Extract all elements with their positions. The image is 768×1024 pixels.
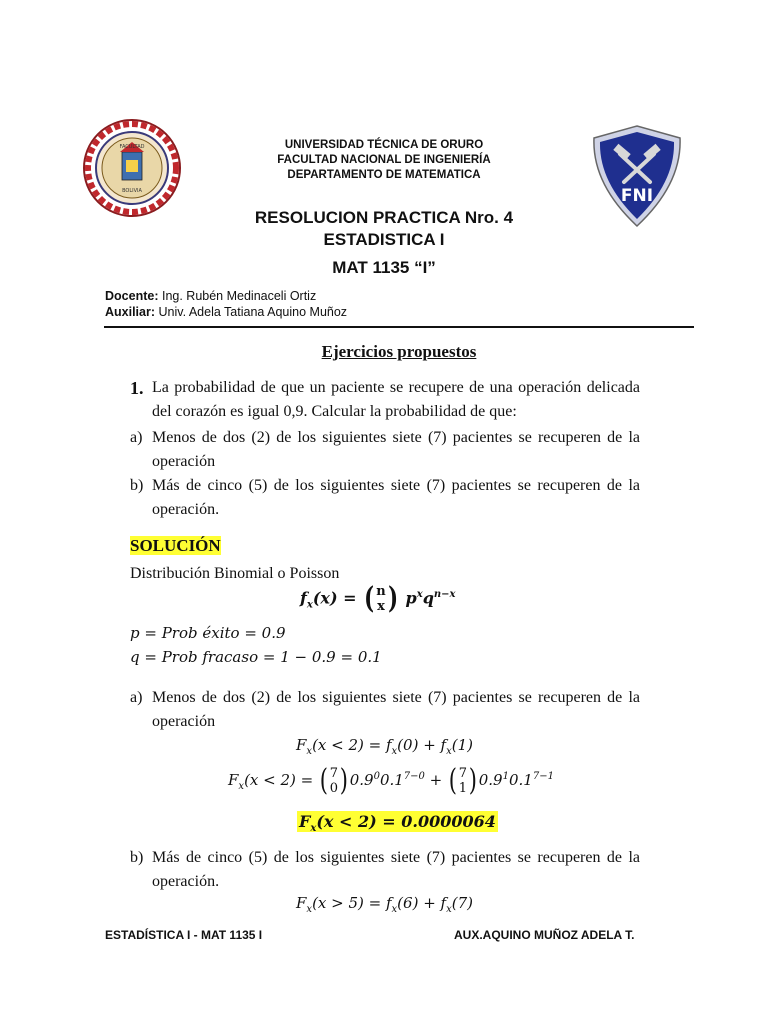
- part-b-text: Más de cinco (5) de los siguientes siete (7) pacientes se recuperen de la operación.: [152, 849, 640, 890]
- solution-part-a: [130, 686, 640, 734]
- p-definition: p = Prob éxito = 0.9: [130, 624, 286, 642]
- svg-text:BOLIVIA: BOLIVIA: [122, 188, 142, 194]
- docente-label: Docente:: [105, 289, 159, 303]
- problem-1: [130, 376, 640, 424]
- docente-line: [105, 288, 665, 304]
- auxiliar-name: Univ. Adela Tatiana Aquino Muñoz: [158, 305, 348, 319]
- equation-b1: $F_x(x > 5) = f_x(6) + f_x(7)$: [296, 894, 473, 915]
- item-b-label: b): [130, 477, 144, 494]
- faculty-name: FACULTAD NACIONAL DE INGENIERÍA: [277, 154, 491, 166]
- auxiliar-label: Auxiliar:: [105, 305, 156, 319]
- equation-a2: $F_x(x < 2)$ = ( 7 0 ) $0.9^00.1^{7-0}$ + ( 7 1 ) $0.9^10.1^{7-1}$: [228, 763, 554, 798]
- solution-heading: [130, 536, 221, 556]
- university-seal-logo: [82, 118, 182, 218]
- part-a-label: a): [130, 689, 143, 706]
- q-definition: q = Prob fracaso = 1 − 0.9 = 0.1: [130, 648, 382, 666]
- item-a-text: Menos de dos (2) de los siguientes siete (7) pacientes se recuperen de la operación: [152, 429, 640, 470]
- header-divider: [104, 326, 694, 328]
- institution-header: [184, 138, 584, 183]
- equation-a1: $F_x(x < 2) = f_x(0) + f_x(1)$: [296, 736, 473, 757]
- section-title: Ejercicios propuestos: [321, 342, 477, 361]
- solution-heading-text: SOLUCIÓN: [130, 536, 221, 555]
- part-b-label: b): [130, 849, 144, 866]
- footer-right: AUX.AQUINO MUÑOZ ADELA T.: [454, 928, 635, 942]
- problem-item-b: [130, 474, 640, 522]
- title-line-2: ESTADISTICA I: [323, 230, 445, 249]
- problem-item-a: [130, 426, 640, 474]
- solution-intro: Distribución Binomial o Poisson: [130, 565, 340, 582]
- title-line-1: RESOLUCION PRACTICA Nro. 4: [254, 208, 514, 227]
- document-title: [184, 207, 584, 279]
- problem-statement: La probabilidad de que un paciente se recupere de una operación delicada del corazón es igual 0,9. Calcular la probabilidad de que:: [152, 379, 640, 420]
- item-a-label: a): [130, 429, 143, 446]
- result-a: $F_x(x < 2) = 0.0000064$: [299, 812, 496, 835]
- item-b-text: Más de cinco (5) de los siguientes siete (7) pacientes se recuperen de la operación.: [152, 477, 640, 518]
- solution-part-b: [130, 846, 640, 894]
- staff-block: [105, 288, 665, 320]
- svg-text:FNI: FNI: [620, 186, 654, 206]
- binomial-formula: $f_x(x)$ = ( n x ) $p^xq^{n-x}$: [300, 581, 456, 616]
- footer-left: ESTADÍSTICA I - MAT 1135 I: [105, 928, 263, 942]
- problem-number: 1.: [130, 378, 144, 398]
- part-a-text: Menos de dos (2) de los siguientes siete (7) pacientes se recuperen de la operación: [152, 689, 640, 730]
- title-line-3: MAT 1135 “I”: [332, 258, 436, 277]
- docente-name: Ing. Rubén Medinaceli Ortiz: [161, 289, 317, 303]
- department-name: DEPARTAMENTO DE MATEMATICA: [287, 169, 481, 181]
- fni-shield-logo: [588, 124, 686, 228]
- svg-text:FACULTAD: FACULTAD: [119, 144, 145, 150]
- auxiliar-line: [105, 304, 665, 320]
- university-name: UNIVERSIDAD TÉCNICA DE ORURO: [284, 139, 484, 151]
